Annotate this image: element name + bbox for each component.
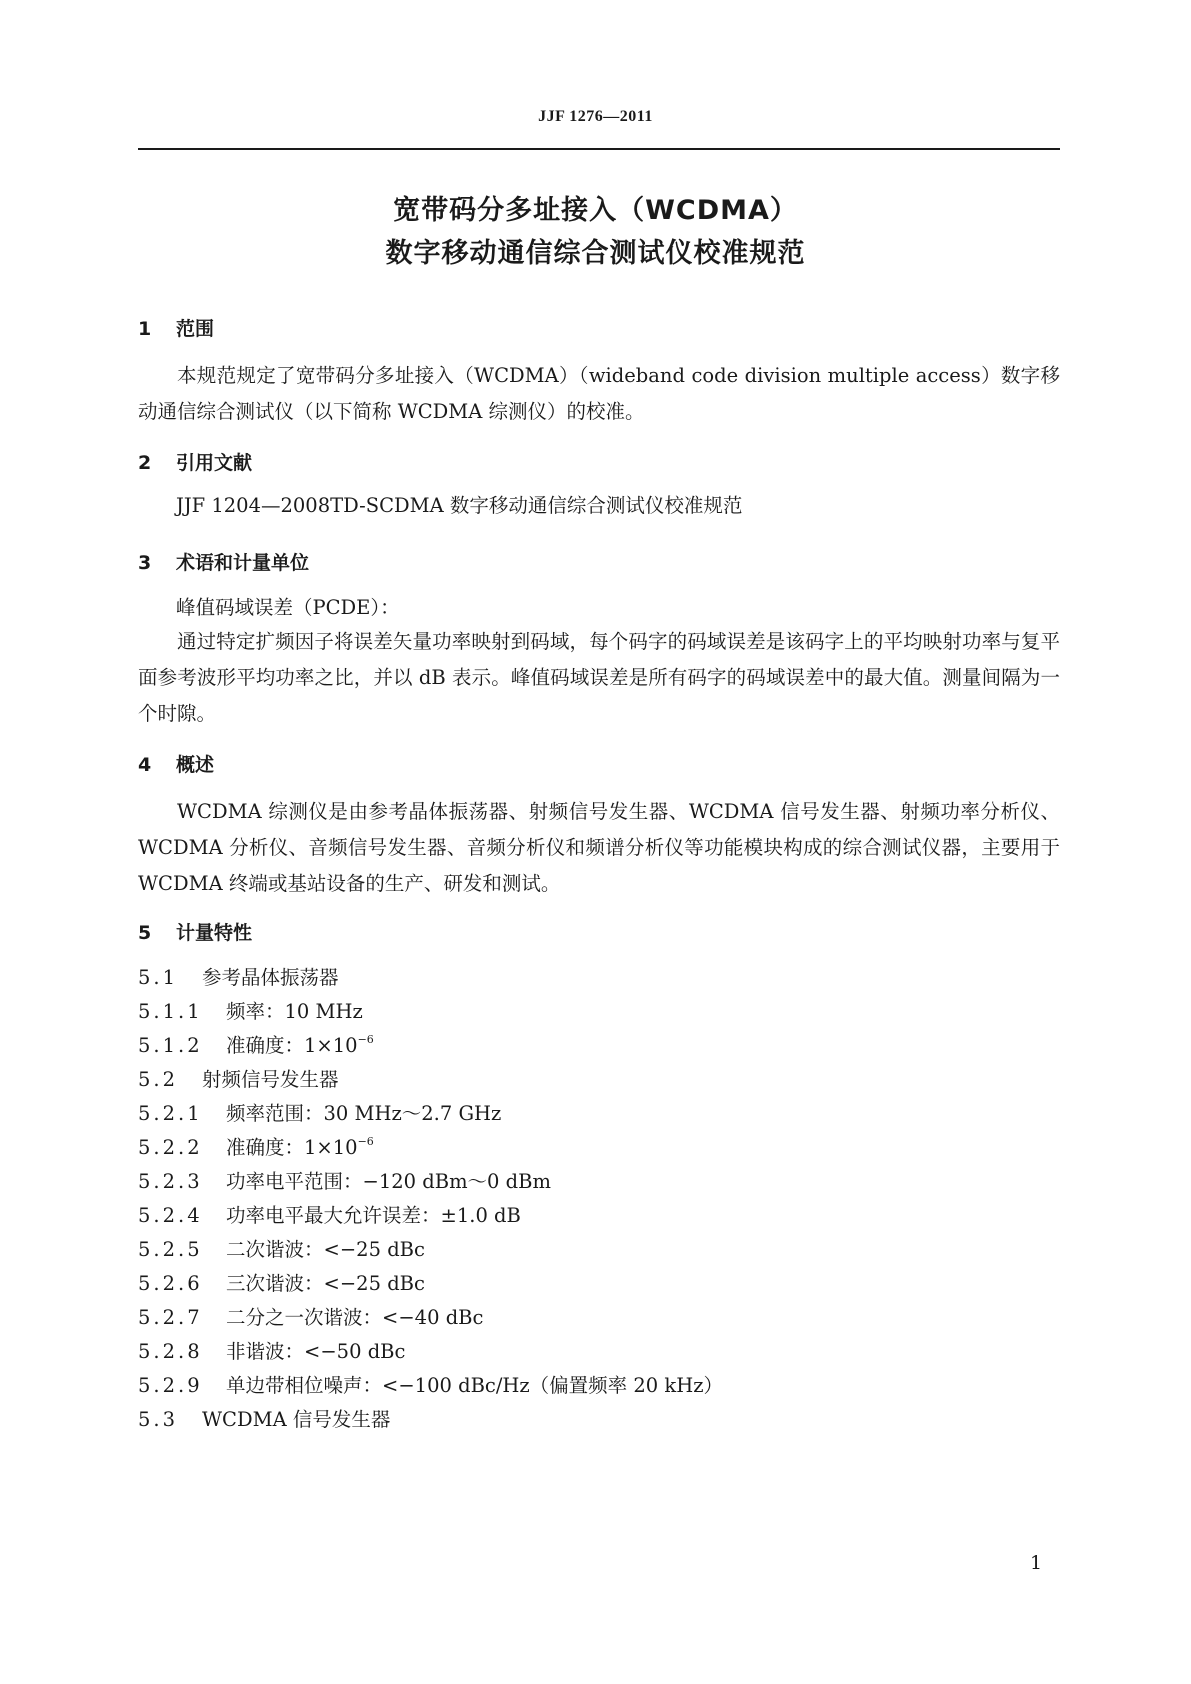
document-title-line-1: 宽带码分多址接入（WCDMA）	[393, 195, 798, 226]
section-heading-metrology	[138, 918, 252, 945]
section-number: 4	[138, 754, 152, 776]
section-number: 3	[138, 552, 152, 574]
section-number: 2	[138, 452, 152, 474]
section-title: 范围	[176, 318, 215, 340]
overview-paragraph: WCDMA 综测仪是由参考晶体振荡器、射频信号发生器、WCDMA 信号发生器、射频功率分析仪、WCDMA 分析仪、音频信号发生器、音频分析仪和频谱分析仪等功能模块构成的综合测试仪器，主要用于 WCDMA 终端或基站设备的生产、研发和测试。	[138, 800, 1060, 895]
spec-item-number: 5.2.7	[138, 1306, 203, 1329]
spec-item-number: 5.1.1	[138, 1000, 203, 1023]
spec-item-text: 三次谐波：<−25 dBc	[226, 1272, 425, 1295]
section-number: 1	[138, 318, 152, 340]
section-title: 概述	[176, 754, 215, 776]
spec-item-text: 参考晶体振荡器	[202, 966, 339, 989]
scope-paragraph: 本规范规定了宽带码分多址接入（WCDMA）（wideband code division multiple access）数字移动通信综合测试仪（以下简称 WCDMA 综测仪）的校准。	[138, 364, 1060, 423]
section-heading-references	[138, 448, 252, 475]
spec-item	[138, 1064, 339, 1092]
spec-item	[138, 962, 339, 990]
spec-item-text: 非谐波：<−50 dBc	[226, 1340, 406, 1363]
section-title: 引用文献	[176, 452, 253, 474]
spec-item-number: 5.1.2	[138, 1034, 203, 1057]
spec-item	[138, 1336, 405, 1364]
spec-item-text: 射频信号发生器	[202, 1068, 339, 1091]
spec-item-number: 5.2	[138, 1068, 179, 1091]
spec-item	[138, 1098, 501, 1126]
spec-item-text: 频率：10 MHz	[226, 1000, 363, 1023]
section-heading-terms	[138, 548, 309, 575]
exponent: −6	[357, 1135, 374, 1148]
spec-item	[138, 1200, 521, 1228]
spec-item-text: 功率电平范围：−120 dBm～0 dBm	[226, 1170, 551, 1193]
spec-item-number: 5.2.4	[138, 1204, 203, 1227]
spec-item-number: 5.2.3	[138, 1170, 203, 1193]
spec-item	[138, 1370, 723, 1398]
spec-item-text: WCDMA 信号发生器	[202, 1408, 391, 1431]
spec-item-text: 二分之一次谐波：<−40 dBc	[226, 1306, 484, 1329]
spec-item	[138, 996, 363, 1024]
spec-item	[138, 1404, 390, 1432]
spec-item	[138, 1302, 483, 1330]
spec-item	[138, 1030, 374, 1058]
spec-item	[138, 1234, 425, 1262]
spec-item-number: 5.2.5	[138, 1238, 203, 1261]
spec-item-text: 功率电平最大允许误差：±1.0 dB	[226, 1204, 521, 1227]
section-title: 术语和计量单位	[176, 552, 310, 574]
term-name: 峰值码域误差（PCDE）：	[176, 596, 400, 619]
spec-item	[138, 1166, 551, 1194]
page-number: 1	[1030, 1552, 1043, 1574]
spec-item-number: 5.3	[138, 1408, 179, 1431]
spec-item-number: 5.2.8	[138, 1340, 203, 1363]
spec-item-text: 频率范围：30 MHz～2.7 GHz	[226, 1102, 502, 1125]
spec-item-number: 5.2.2	[138, 1136, 203, 1159]
spec-item	[138, 1268, 425, 1296]
spec-item	[138, 1132, 374, 1160]
document-code-header: JJF 1276—2011	[538, 108, 653, 125]
spec-item-number: 5.2.9	[138, 1374, 203, 1397]
section-number: 5	[138, 922, 152, 944]
document-title-line-2: 数字移动通信综合测试仪校准规范	[385, 238, 806, 269]
reference-entry: JJF 1204—2008TD-SCDMA 数字移动通信综合测试仪校准规范	[176, 494, 743, 517]
spec-item-text: 单边带相位噪声：<−100 dBc/Hz（偏置频率 20 kHz）	[226, 1374, 723, 1397]
spec-item-text: 准确度：1×10	[226, 1136, 358, 1159]
spec-item-text: 准确度：1×10	[226, 1034, 358, 1057]
header-rule	[138, 148, 1060, 150]
term-definition: 通过特定扩频因子将误差矢量功率映射到码域，每个码字的码域误差是该码字上的平均映射功率与复平面参考波形平均功率之比，并以 dB 表示。峰值码域误差是所有码字的码域误差中的最大值。测量间隔为一个时隙。	[138, 630, 1060, 725]
section-title: 计量特性	[176, 922, 253, 944]
section-heading-scope	[138, 314, 214, 341]
spec-item-number: 5.2.1	[138, 1102, 203, 1125]
spec-item-number: 5.1	[138, 966, 179, 989]
spec-item-number: 5.2.6	[138, 1272, 203, 1295]
spec-item-text: 二次谐波：<−25 dBc	[226, 1238, 425, 1261]
section-heading-overview	[138, 750, 214, 777]
exponent: −6	[357, 1033, 374, 1046]
